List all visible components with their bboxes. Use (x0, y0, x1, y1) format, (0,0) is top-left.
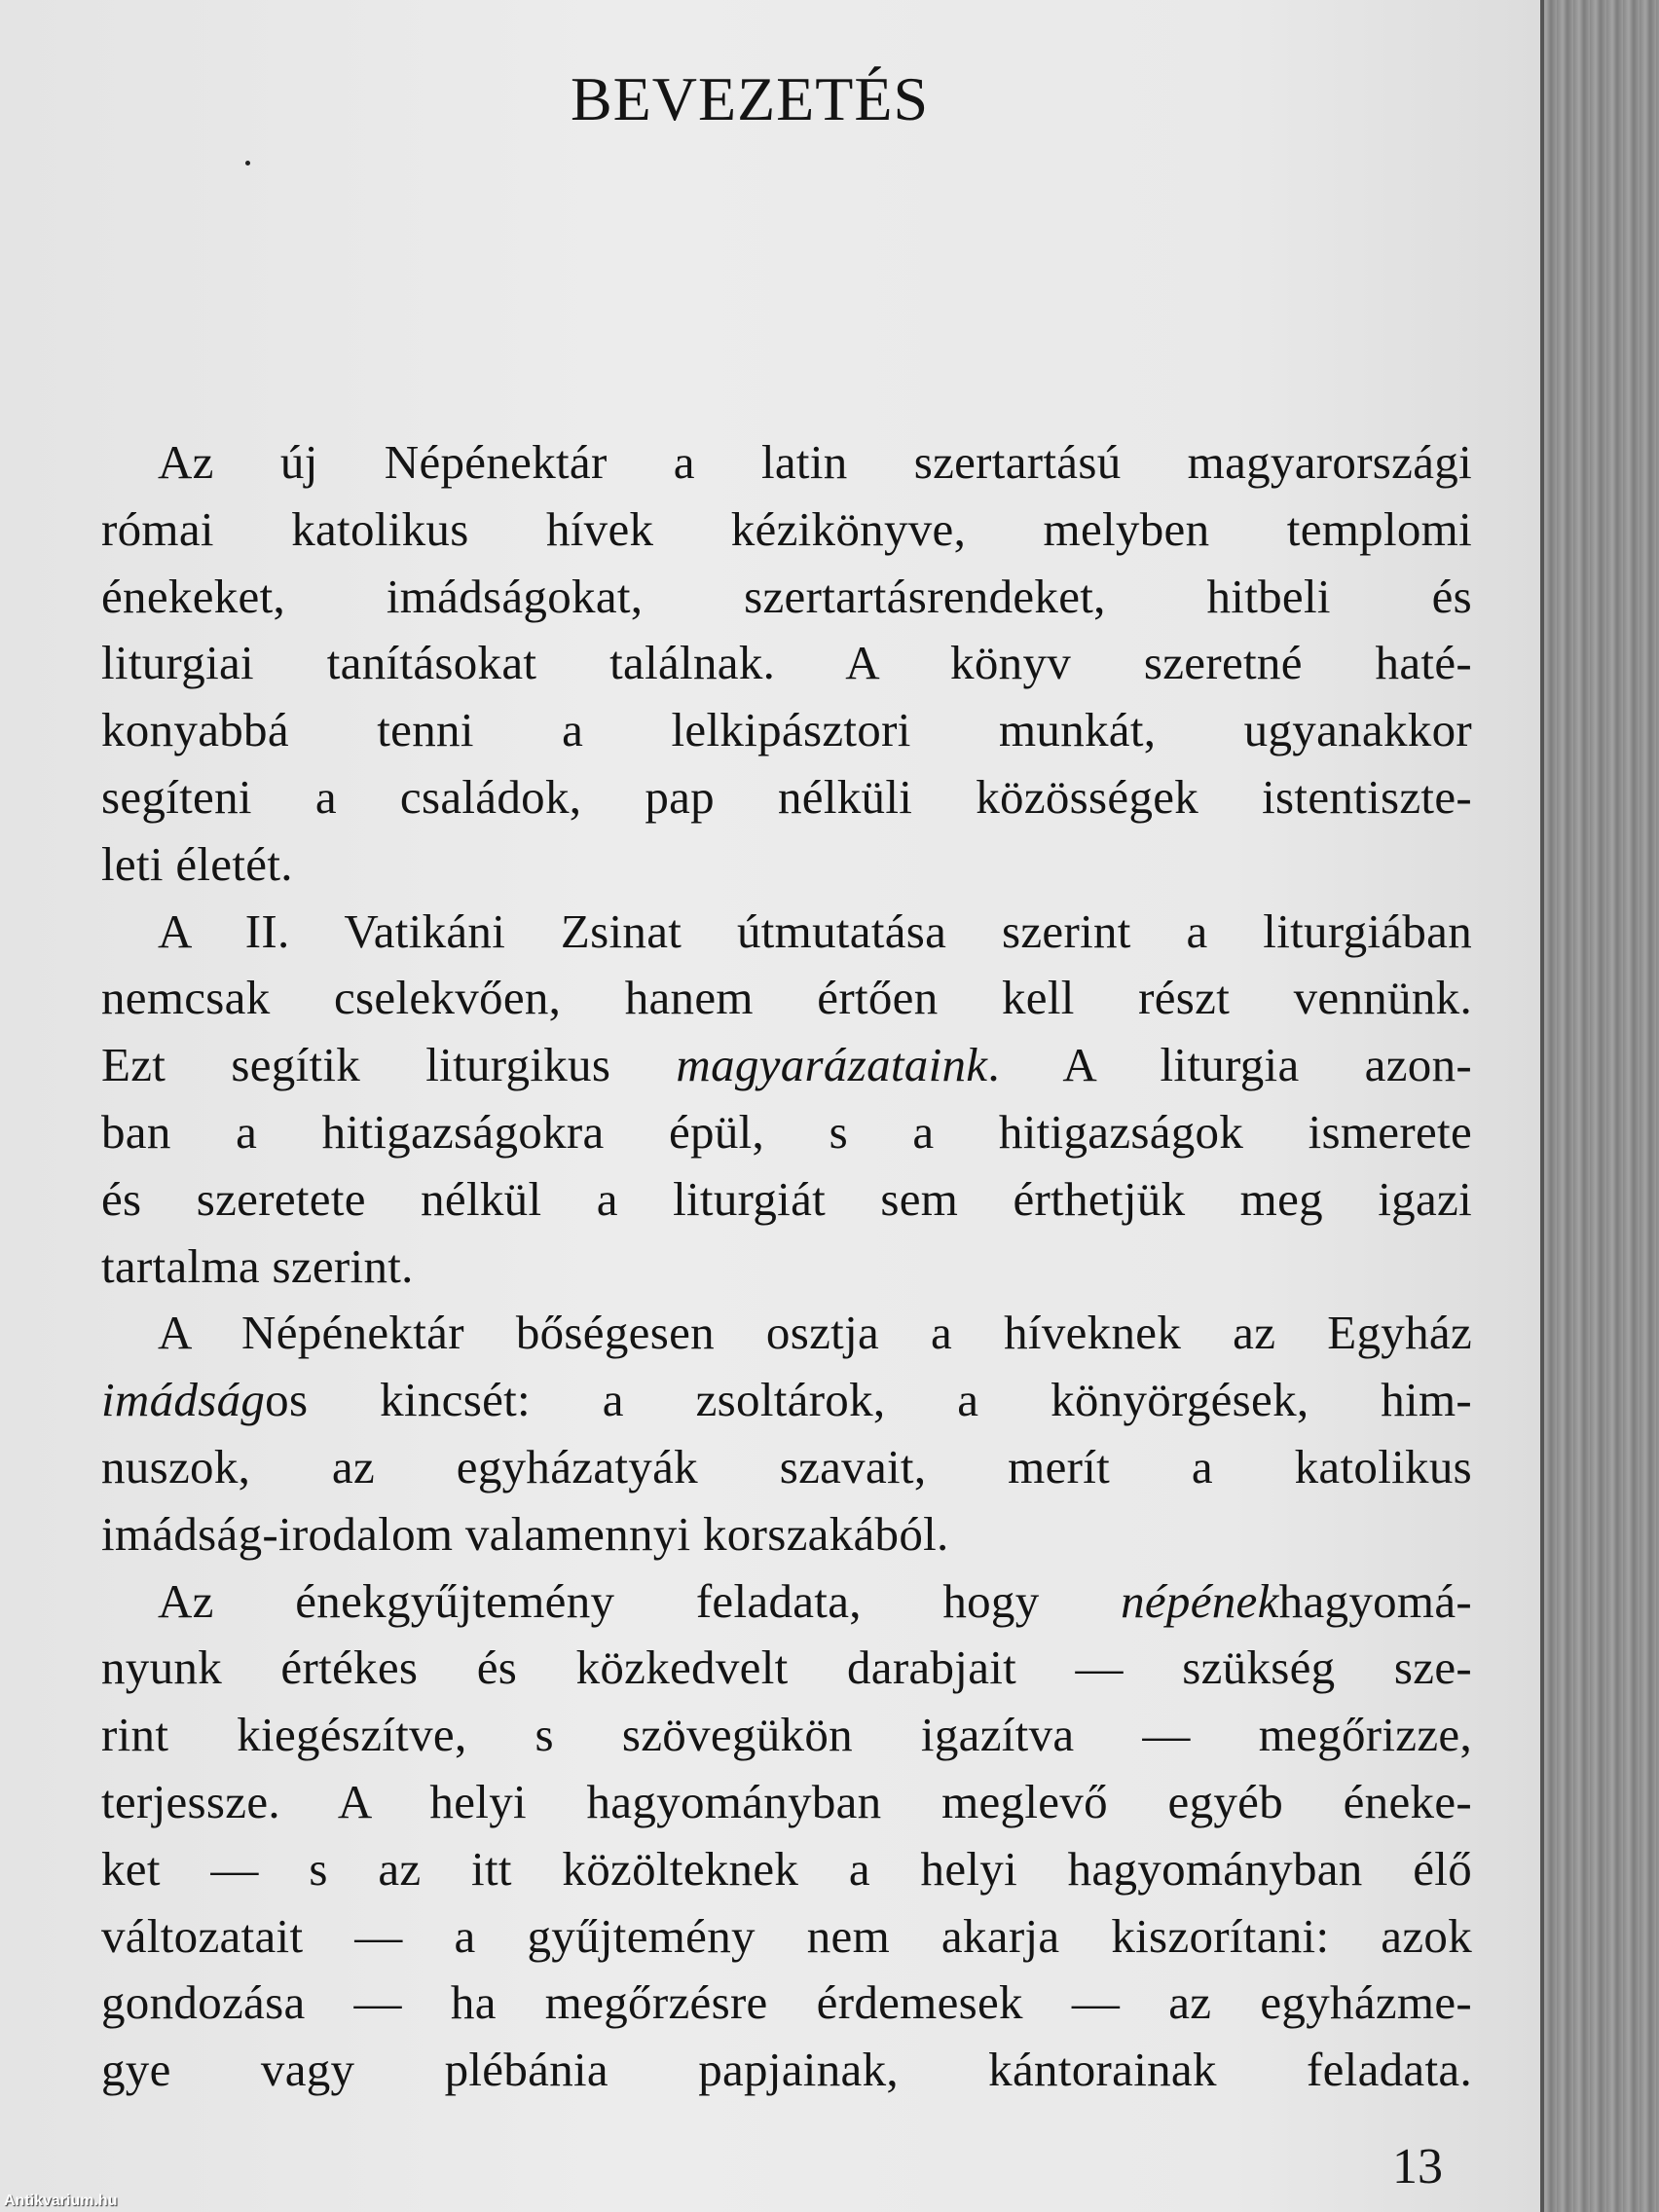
text-line (101, 1434, 1472, 1501)
text-run: gondozása — ha megőrzésre érdemesek — az egyházme- (101, 1975, 1472, 2030)
text-line (101, 1568, 1472, 1636)
text-line (101, 1702, 1472, 1769)
text-run: nuszok, az egyházatyák szavait, merít a katolikus (101, 1439, 1472, 1493)
text-run: Ezt segítik liturgikus (101, 1038, 677, 1092)
chapter-heading: BEVEZETÉS (570, 63, 930, 133)
text-run: liturgiai tanításokat találnak. A könyv szeretné haté- (101, 636, 1472, 690)
text-line (101, 429, 1472, 497)
text-line (101, 831, 1472, 899)
text-run: Az énekgyűjtemény feladata, hogy (158, 1573, 1122, 1628)
text-run: terjessze. A helyi hagyományban meglevő egyéb éneke- (101, 1774, 1472, 1828)
text-line (101, 1367, 1472, 1434)
text-line (101, 1903, 1472, 1971)
text-run: nemcsak cselekvően, hanem értően kell részt vennünk. (101, 971, 1472, 1025)
text-run: konyabbá tenni a lelkipásztori munkát, ugyanakkor (101, 703, 1472, 757)
text-run: Az új Népénektár a latin szertartású magyarországi (158, 435, 1472, 489)
text-line (101, 630, 1472, 697)
text-line (101, 1166, 1472, 1234)
text-line (101, 965, 1472, 1032)
text-line (101, 697, 1472, 764)
text-run: imádság-irodalom valamennyi korszakából. (101, 1506, 949, 1561)
text-line (101, 497, 1472, 564)
text-run: rint kiegészítve, s szövegükön igazítva — megőrizze, (101, 1708, 1472, 1762)
page-edge-shadow (1540, 0, 1544, 2212)
italic-text: népének (1121, 1573, 1279, 1628)
italic-text: imádság (101, 1373, 266, 1427)
text-line (101, 2037, 1472, 2104)
text-run: A II. Vatikáni Zsinat útmutatása szerint a liturgiában (158, 903, 1472, 958)
text-run: segíteni a családok, pap nélküli közösségek istentiszte- (101, 769, 1472, 824)
text-run: gye vagy plébánia papjainak, kántorainak feladata. (101, 2043, 1472, 2097)
text-line (101, 899, 1472, 966)
text-run: os kincsét: a zsoltárok, a könyörgések, him- (265, 1373, 1472, 1427)
text-line (101, 1032, 1472, 1099)
body-text (101, 429, 1472, 2104)
text-run: ban a hitigazságokra épül, s a hitigazságok ismerete (101, 1104, 1472, 1159)
text-run: római katolikus hívek kézikönyve, melyben templomi (101, 501, 1472, 556)
text-line (101, 1300, 1472, 1367)
text-line (101, 1099, 1472, 1166)
text-run: tartalma szerint. (101, 1238, 414, 1293)
text-line (101, 564, 1472, 631)
page-number: 13 (1392, 2139, 1443, 2194)
speck (245, 161, 250, 166)
text-line (101, 1769, 1472, 1836)
text-run: ket — s az itt közölteknek a helyi hagyományban élő (101, 1841, 1472, 1896)
text-run: A Népénektár bőségesen osztja a híveknek az Egyház (158, 1306, 1472, 1360)
text-line (101, 1234, 1472, 1301)
text-run: változatait — a gyűjtemény nem akarja kiszorítani: azok (101, 1908, 1472, 1963)
watermark: Antikvarium.hu (4, 2193, 118, 2209)
text-line (101, 1635, 1472, 1702)
text-run: és szeretete nélkül a liturgiát sem érthetjük meg igazi (101, 1171, 1472, 1226)
text-line (101, 1836, 1472, 1903)
text-line (101, 764, 1472, 831)
text-run: hagyomá- (1278, 1573, 1472, 1628)
text-line (101, 1970, 1472, 2037)
text-run: énekeket, imádságokat, szertartásrendeket, hitbeli és (101, 569, 1472, 623)
text-run: leti életét. (101, 836, 293, 891)
text-line (101, 1501, 1472, 1568)
text-run: nyunk értékes és közkedvelt darabjait — szükség sze- (101, 1641, 1472, 1695)
text-run: . A liturgia azon- (987, 1038, 1472, 1092)
italic-text: magyarázataink (676, 1038, 988, 1092)
page-stack-edge (1540, 0, 1659, 2212)
